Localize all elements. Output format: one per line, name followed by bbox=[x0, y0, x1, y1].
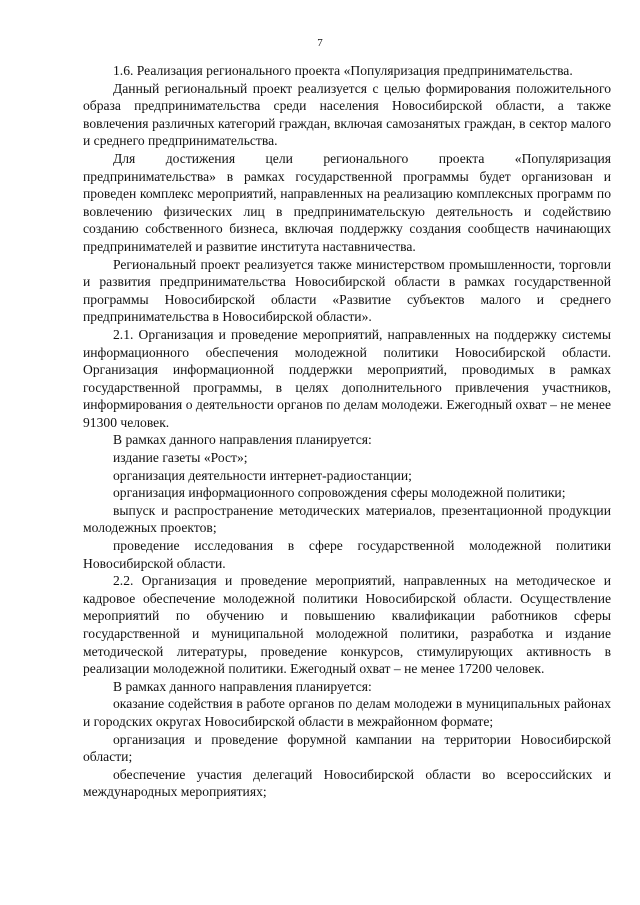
paragraph-project-ministry: Региональный проект реализуется также министерством промышленности, торговли и развития предпринимательства Новосибирской области в рамках государственной программы Новосибирской области «Развитие субъектов малого и среднего предпринимательства в Новосибирской области». bbox=[83, 256, 611, 325]
paragraph-project-goal: Данный региональный проект реализуется с целью формирования положительного образа предпринимательства среди населения Новосибирской области, а также вовлечения различных категорий граждан, включая самозанятых граждан, в сектор малого и среднего предпринимательства. bbox=[83, 80, 611, 149]
paragraph-plan-item: издание газеты «Рост»; bbox=[113, 450, 248, 466]
paragraph-project-activities: Для достижения цели регионального проекта «Популяризация предпринимательства» в рамках государственной программы будет организован и проведен комплекс мероприятий, направленных на реализацию комплексных программ по вовлечению физических лиц в предпринимательскую деятельность и содействию созданию собственного бизнеса, включая поддержку создания сообществ начинающих предпринимателей и развитие института наставничества. bbox=[83, 150, 611, 254]
paragraph-plan-intro-1: В рамках данного направления планируется: bbox=[113, 432, 372, 448]
paragraph-section-2-2: 2.2. Организация и проведение мероприятий, направленных на методическое и кадровое обеспечение молодежной политики Новосибирской области. Осуществление мероприятий по обучению и повышению квалификации работников сферы государственной и муниципальной молодежной политики, разработка и издание методической литературы, проведение конкурсов, стимулирующих активность в реализации молодежной политики. Ежегодный охват – не менее 17200 человек. bbox=[83, 573, 611, 677]
paragraph-section-2-1: 2.1. Организация и проведение мероприятий, направленных на поддержку системы информационного обеспечения молодежной политики Новосибирской области. Организация информационной поддержки мероприятий, проводимых в рамках государственной программы, в целях дополнительного привлечения участников, информирования о деятельности органов по делам молодежи. Ежегодный охват – не менее 91300 человек. bbox=[83, 326, 611, 430]
paragraph-plan-item: выпуск и распространение методических материалов, презентационной продукции молодежных проектов; bbox=[83, 502, 611, 536]
paragraph-plan-item: проведение исследования в сфере государственной молодежной политики Новосибирской области. bbox=[83, 538, 611, 571]
paragraph-plan-intro-2: В рамках данного направления планируется: bbox=[113, 678, 372, 694]
paragraph-plan-item: организация деятельности интернет-радиостанции; bbox=[113, 467, 412, 483]
paragraph-plan-item: оказание содействия в работе органов по делам молодежи в муниципальных районах и городских округах Новосибирской области в межрайонном формате; bbox=[83, 696, 611, 729]
document-body bbox=[83, 62, 611, 801]
paragraph-plan-item: обеспечение участия делегаций Новосибирской области во всероссийских и международных мероприятиях; bbox=[83, 766, 611, 800]
paragraph-section-1-6: 1.6. Реализация регионального проекта «Популяризация предпринимательства. bbox=[113, 63, 573, 78]
page-number: 7 bbox=[317, 37, 323, 49]
paragraph-plan-item: организация и проведение форумной кампании на территории Новосибирской области; bbox=[83, 731, 611, 765]
paragraph-plan-item: организация информационного сопровождения сферы молодежной политики; bbox=[113, 485, 566, 501]
